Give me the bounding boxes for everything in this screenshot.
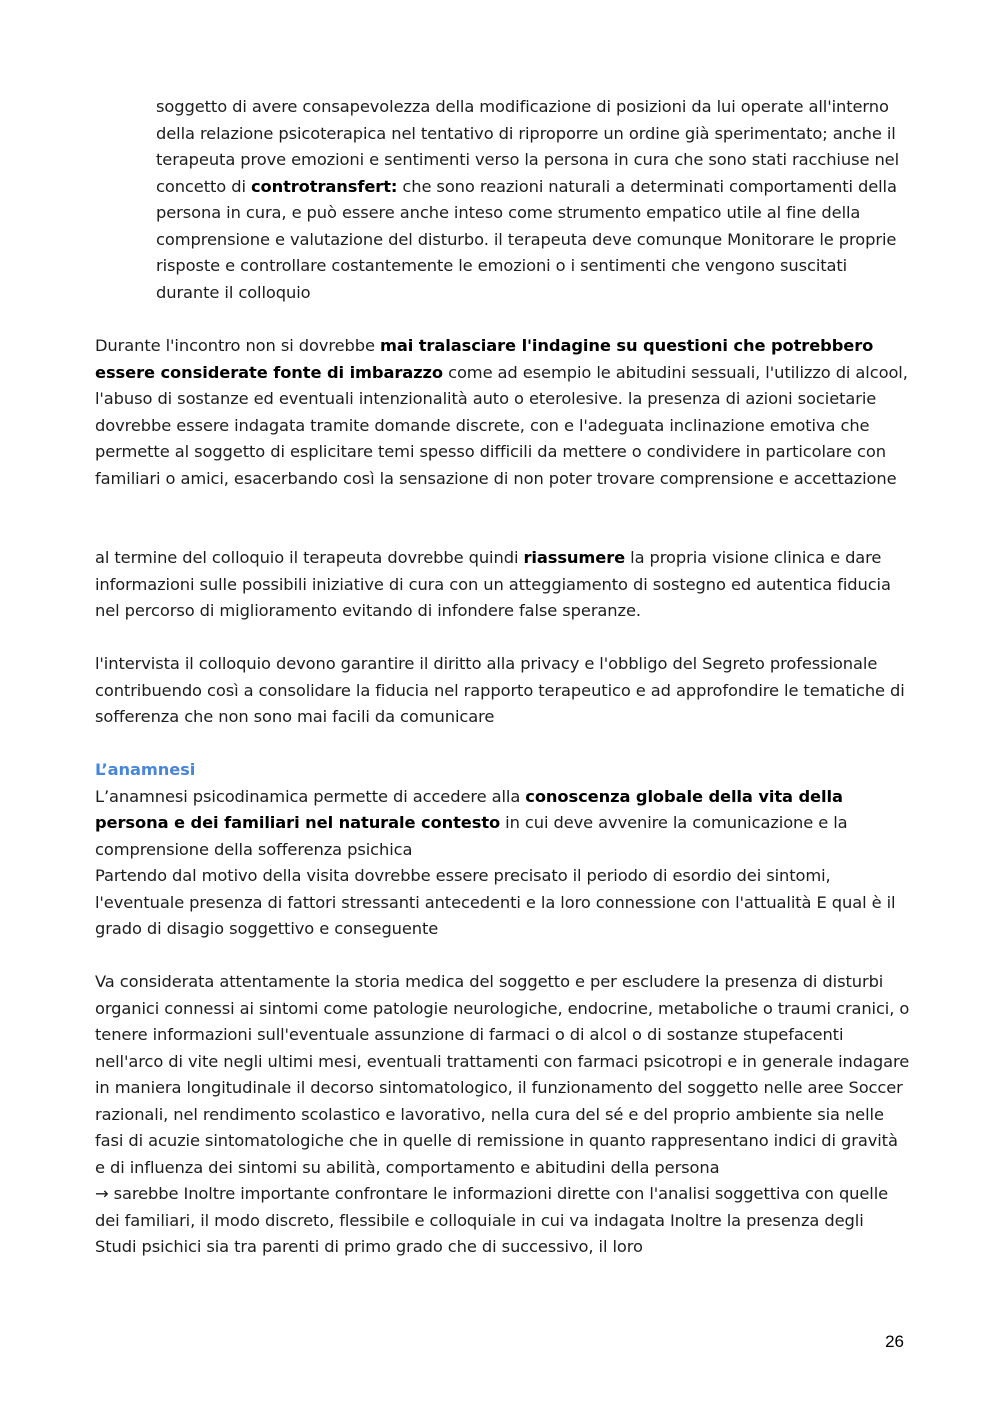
text-run: al termine del colloquio il terapeuta dovrebbe quindi <box>95 548 524 567</box>
paragraph-privacy <box>95 651 910 731</box>
section-anamnesi <box>95 757 910 1261</box>
bold-term-controtransfert: controtransfert: <box>250 176 398 196</box>
text-run: in cui deve avvenire la comunicazione e la comprensione della sofferenza psichica <box>95 813 848 859</box>
text-run: L’anamnesi psicodinamica permette di accedere alla <box>95 786 526 806</box>
anamnesi-paragraph-2: Partendo dal motivo della visita dovrebbe essere precisato il periodo di esordio dei sintomi, l'eventuale presenza di fattori stressanti antecedenti e la loro connessione con l'attualità E qual è il grado di disagio soggettivo e conseguente <box>95 866 896 938</box>
anamnesi-paragraph-1 <box>95 784 910 864</box>
paragraph-imbarazzo <box>95 333 910 492</box>
anamnesi-paragraph-4: → sarebbe Inoltre importante confrontare le informazioni dirette con l'analisi soggettiva con quelle dei familiari, il modo discreto, flessibile e colloquiale in cui va indagata Inoltre la presenza degli Studi psichici sia tra parenti di primo grado che di successivo, il loro <box>95 1184 889 1256</box>
text-run: Durante l'incontro non si dovrebbe <box>95 336 380 355</box>
paragraph-text: l'intervista il colloquio devono garantire il diritto alla privacy e l'obbligo del Segreto professionale contribuendo così a consolidare la fiducia nel rapporto terapeutico e ad approfondire le tematiche di sofferenza che non sono mai facili da comunicare <box>95 654 905 726</box>
section-heading: L’anamnesi <box>95 760 196 779</box>
paragraph-riassumere <box>95 545 910 625</box>
text-run: che sono reazioni naturali a determinati comportamenti della persona in cura, e può essere anche inteso come strumento empatico utile al fine della comprensione e valutazione del disturbo. il terapeuta deve comunque Monitorare le proprie risposte e controllare costantemente le emozioni o i sentimenti che vengono suscitati durante il colloquio <box>156 176 897 302</box>
indented-paragraph <box>156 94 906 306</box>
bold-term-riassumere: riassumere <box>523 548 626 567</box>
bold-phrase: conoscenza globale della vita della persona e dei familiari nel naturale contesto <box>95 786 843 832</box>
bold-phrase: mai tralasciare l'indagine su questioni che potrebbero essere considerate fonte di imbarazzo <box>95 336 874 382</box>
text-run: la propria visione clinica e dare informazioni sulle possibili iniziative di cura con un atteggiamento di sostegno ed autentica fiducia nel percorso di miglioramento evitando di infondere false speranze. <box>95 548 891 620</box>
text-run: soggetto di avere consapevolezza della modificazione di posizioni da lui operate all'interno della relazione psicoterapica nel tentativo di riproporre un ordine già sperimentato; anche il terapeuta prove emozioni e sentimenti verso la persona in cura che sono stati racchiuse nel concetto di <box>156 97 900 196</box>
anamnesi-paragraph-3: Va considerata attentamente la storia medica del soggetto e per escludere la presenza di disturbi organici connessi ai sintomi come patologie neurologiche, endocrine, metaboliche o traumi cranici, o tenere informazioni sull'eventuale assunzione di farmaci o di alcol o di sostanze stupefacenti nell'arco di vite negli ultimi mesi, eventuali trattamenti con farmaci psicotropi e in generale indagare in maniera longitudinale il decorso sintomatologico, il funzionamento del soggetto nelle aree Soccer razionali, nel rendimento scolastico e lavorativo, nella cura del sé e del proprio ambiente sia nelle fasi di acuzie sintomatologiche che in quelle di remissione in quanto rappresentano indici di gravità e di influenza dei sintomi su abilità, comportamento e abitudini della persona <box>95 972 910 1177</box>
page-number: 26 <box>885 1332 904 1351</box>
text-run: come ad esempio le abitudini sessuali, l'utilizzo di alcool, l'abuso di sostanze ed eventuali intenzionalità auto o eterolesive. la presenza di azioni societarie dovrebbe essere indagata tramite domande discrete, con e l'adeguata inclinazione emotiva che permette al soggetto di esplicitare temi spesso difficili da mettere o condividere in particolare con familiari o amici, esacerbando così la sensazione di non poter trovare comprensione e accettazione <box>95 362 908 488</box>
